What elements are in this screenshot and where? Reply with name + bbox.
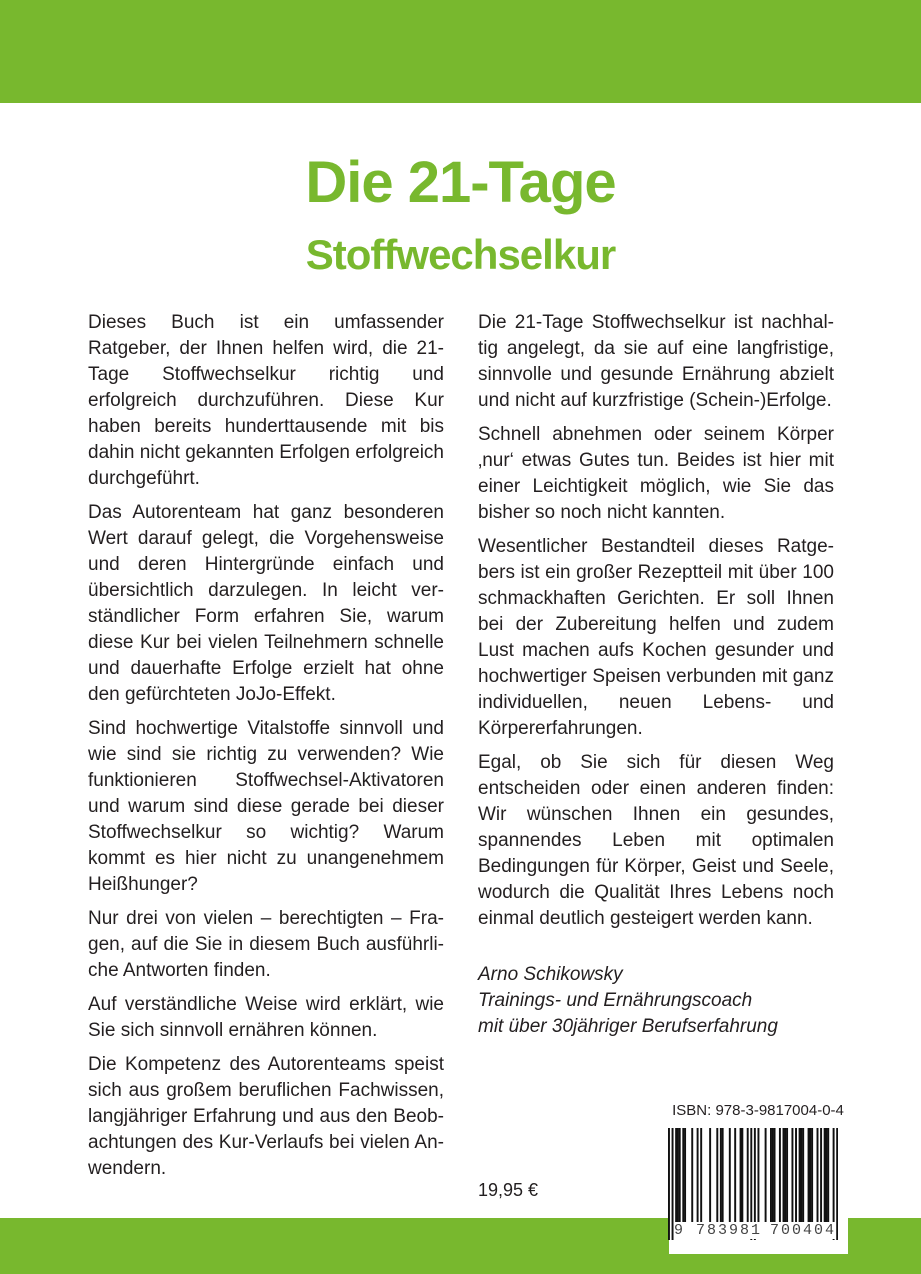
barcode-bar bbox=[679, 1128, 681, 1222]
author-role: Trainings- und Ernährungscoach bbox=[478, 990, 753, 1011]
barcode-bar bbox=[709, 1128, 711, 1222]
author-experience: mit über 30jähriger Berufserfahrung bbox=[478, 1016, 778, 1037]
paragraph: Schnell abnehmen oder seinem Körper ‚nur‘ etwas Gutes tun. Beides ist hier mit einer Leichtigkeit möglich, wie Sie das bisher so noch nicht kannten. bbox=[478, 424, 834, 523]
barcode-bar bbox=[697, 1128, 699, 1222]
barcode-bar bbox=[809, 1128, 811, 1222]
paragraph: Das Autorenteam hat ganz besonderen Wert darauf gelegt, die Vorgehensweise und deren Hintergründe einfach und übersichtlich darzulegen. In leicht verständlicher Form erfahren Sie, warum diese Kur bei vielen Teilnehmern schnelle und dauerhafte Erfolge erzielt hat ohne den gefürchteten JoJo-Effekt. bbox=[88, 502, 444, 705]
paragraph: Auf verständliche Weise wird erklärt, wie Sie sich sinnvoll ernähren können. bbox=[88, 994, 444, 1041]
paragraph: Wesentlicher Bestandteil dieses Ratgebers ist ein großer Rezeptteil mit über 100 schmackhaften Gerichten. Er soll Ihnen bei der Zubereitung helfen und zudem Lust machen aufs Kochen gesunder und hochwertiger Speisen verbunden mit ganz individuellen, neuen Lebens- und Körpererfahrungen. bbox=[478, 536, 834, 739]
barcode-bar bbox=[770, 1128, 772, 1222]
barcode-bar bbox=[784, 1128, 786, 1222]
book-title-line1: Die 21-Tage bbox=[305, 150, 616, 215]
barcode-bar bbox=[722, 1128, 724, 1222]
barcode-bar bbox=[824, 1128, 826, 1222]
left-text-column bbox=[88, 310, 444, 1190]
paragraph: Die 21-Tage Stoffwechselkur ist nachhaltig angelegt, da sie auf eine langfristige, sinnvolle und gesunde Ernährung abzielt und nicht auf kurzfristige (Schein-)Erfolge. bbox=[478, 312, 834, 411]
paragraph: Nur drei von vielen – berechtigten – Fragen, auf die Sie in diesem Buch ausführliche Antworten finden. bbox=[88, 908, 444, 981]
barcode-bar bbox=[691, 1128, 693, 1222]
author-signature bbox=[478, 962, 834, 1040]
barcode-bar bbox=[741, 1128, 743, 1222]
barcode-bar bbox=[668, 1128, 670, 1240]
top-green-band bbox=[0, 0, 921, 103]
book-title-line2: Stoffwechselkur bbox=[305, 231, 616, 278]
barcode-digits-group2: 700404 bbox=[770, 1222, 837, 1239]
barcode-bar bbox=[799, 1128, 801, 1222]
barcode-bar bbox=[757, 1128, 759, 1222]
barcode-bar bbox=[700, 1128, 702, 1222]
barcode-bar bbox=[682, 1128, 684, 1222]
barcode-bar bbox=[684, 1128, 686, 1222]
barcode-bar bbox=[677, 1128, 679, 1222]
barcode-bar bbox=[791, 1128, 793, 1222]
barcode-bar bbox=[808, 1128, 810, 1222]
barcode-bar bbox=[827, 1128, 829, 1222]
price: 19,95 € bbox=[478, 1180, 539, 1200]
paragraph: Sind hochwertige Vitalstoffe sinnvoll und wie sind sie richtig zu verwenden? Wie funktionieren Stoffwechsel-Aktivatoren und warum sind diese gerade bei dieser Stoffwechselkur so wichtig? Warum kommt es hier nicht zu unangenehmem Heißhunger? bbox=[88, 718, 444, 895]
barcode-bar bbox=[836, 1128, 838, 1240]
barcode-digits-group1: 783981 bbox=[696, 1222, 763, 1239]
barcode-bar bbox=[802, 1128, 804, 1222]
barcode-bar bbox=[817, 1128, 819, 1222]
barcode-bar bbox=[820, 1128, 822, 1222]
barcode-bar bbox=[774, 1128, 776, 1222]
barcode-bar bbox=[779, 1128, 781, 1222]
barcode-digit-first: 9 bbox=[674, 1222, 686, 1239]
barcode-bar bbox=[825, 1128, 827, 1222]
right-text-column bbox=[478, 310, 834, 1040]
barcode-bar bbox=[765, 1128, 767, 1222]
barcode-bar bbox=[795, 1128, 797, 1222]
barcode-bar bbox=[734, 1128, 736, 1222]
paragraph: Egal, ob Sie sich für diesen Weg entscheiden oder einen anderen finden: Wir wünschen Ihnen ein gesundes, spannendes Leben mit optimalen Bedingungen für Körper, Geist und Seele, wodurch die Qualität Ihres Lebens noch einmal deutlich gesteigert werden kann. bbox=[478, 752, 834, 929]
barcode-bar bbox=[811, 1128, 813, 1222]
barcode-bar bbox=[716, 1128, 718, 1222]
isbn-label: ISBN: 978-3-9817004-0-4 bbox=[672, 1102, 844, 1119]
barcode-bar bbox=[783, 1128, 785, 1222]
barcode-bar bbox=[729, 1128, 731, 1222]
barcode-bar bbox=[772, 1128, 774, 1222]
paragraph: Die Kompetenz des Autorenteams speist sich aus großem beruflichen Fachwissen, langjähriger Erfahrung und aus den Beobachtungen des Kur-Verlaufs bei vielen Anwendern. bbox=[88, 1054, 444, 1179]
barcode-bar bbox=[740, 1128, 742, 1222]
barcode-bar bbox=[675, 1128, 677, 1222]
paragraph: Dieses Buch ist ein umfassender Ratgeber, der Ihnen helfen wird, die 21-Tage Stoffwechselkur richtig und erfolgreich durchzuführen. Diese Kur haben bereits hunderttausende mit bis dahin nicht gekannten Erfolgen erfolgreich durchgeführt. bbox=[88, 312, 444, 489]
barcode-bar bbox=[786, 1128, 788, 1222]
barcode-bar bbox=[800, 1128, 802, 1222]
barcode-bar bbox=[747, 1128, 749, 1222]
barcode-bar bbox=[720, 1128, 722, 1222]
author-name: Arno Schikowsky bbox=[478, 964, 623, 985]
